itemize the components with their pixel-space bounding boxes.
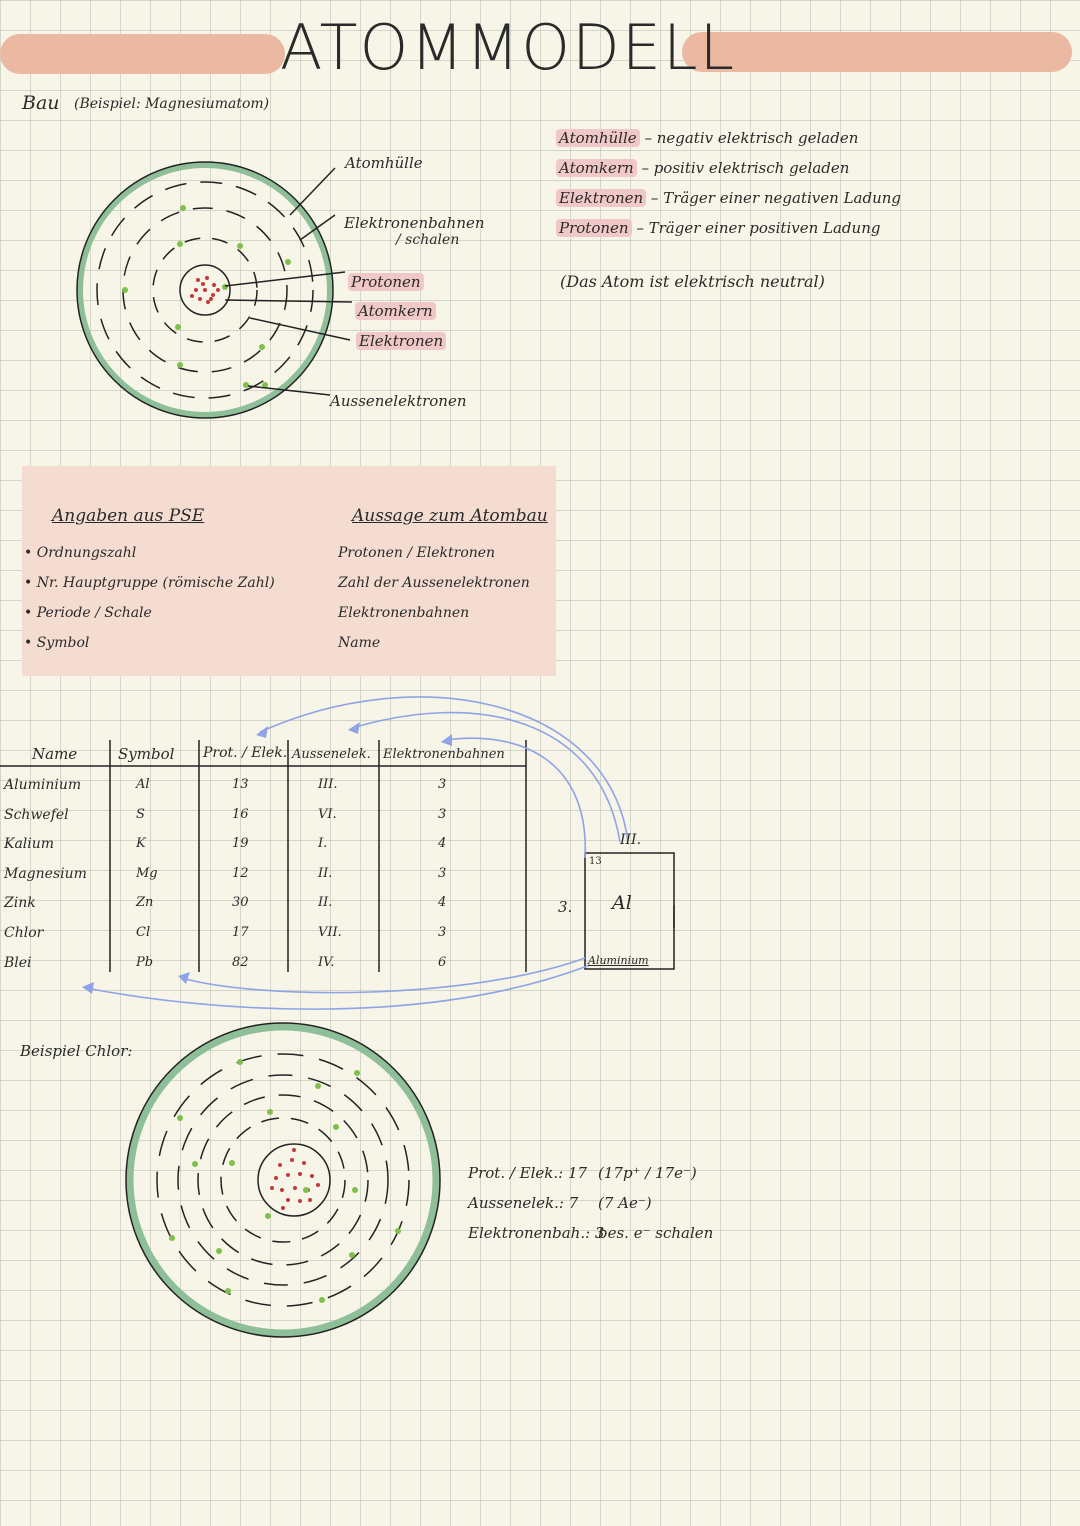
arrows: [86, 697, 628, 1009]
chlor-line: Aussenelek.: 7 (7 Ae⁻): [468, 1194, 652, 1212]
cell-bahnen: 3: [438, 925, 447, 940]
cell-prot-elek: 30: [232, 895, 249, 911]
cell-bahnen: 4: [438, 836, 447, 852]
cell-aussenelek: VII.: [318, 925, 342, 940]
cell-prot-elek: 12: [232, 865, 249, 881]
chlor-line: Prot. / Elek.: 17 (17p⁺ / 17e⁻): [468, 1164, 697, 1182]
cell-bahnen: 3: [438, 777, 447, 792]
cell-symbol: K: [136, 836, 146, 852]
card-symbol: Al: [612, 892, 632, 914]
cell-name: Schwefel: [4, 806, 69, 823]
definition-item: Elektronen – Träger einer negativen Ladung: [556, 183, 901, 213]
cell-symbol: Cl: [136, 925, 151, 940]
cell-symbol: Pb: [136, 954, 154, 970]
definition-item: Atomhülle – negativ elektrisch geladen: [556, 123, 901, 153]
definition-list: [556, 123, 901, 243]
pse-right-item: Zahl der Aussenelektronen: [338, 575, 530, 591]
card-period: 3.: [558, 898, 573, 916]
card-number: 13: [589, 856, 602, 867]
table-header-bahnen: Elektronenbahnen: [383, 747, 505, 762]
cell-name: Magnesium: [4, 865, 87, 882]
bau-label: Bau: [22, 92, 60, 114]
chlor-label: Beispiel Chlor:: [20, 1042, 133, 1060]
label-protonen: Protonen: [348, 273, 424, 291]
cell-symbol: Zn: [136, 895, 154, 911]
pse-left-list: [24, 538, 275, 658]
cell-bahnen: 6: [438, 954, 447, 970]
cell-prot-elek: 16: [232, 806, 249, 822]
pse-left-header: Angaben aus PSE: [52, 506, 205, 526]
cell-symbol: Al: [136, 777, 150, 792]
cell-prot-elek: 82: [232, 954, 249, 970]
cell-prot-elek: 19: [232, 836, 249, 852]
cell-prot-elek: 13: [232, 777, 249, 792]
label-atomkern: Atomkern: [355, 302, 436, 320]
label-aussenelektronen: Aussenelektronen: [330, 392, 467, 410]
pse-left-item: • Ordnungszahl: [24, 545, 137, 561]
pse-right-header: Aussage zum Atombau: [352, 506, 548, 526]
cell-bahnen: 3: [438, 806, 447, 822]
cell-name: Aluminium: [4, 777, 82, 793]
page-title: ATOMMODELL: [280, 11, 737, 84]
pse-left-item: • Symbol: [24, 635, 90, 651]
cell-symbol: S: [136, 806, 145, 822]
definition-item: Atomkern – positiv elektrisch geladen: [556, 153, 901, 183]
definition-item: Protonen – Träger einer positiven Ladung: [556, 213, 901, 243]
bau-example: (Beispiel: Magnesiumatom): [74, 96, 270, 112]
cell-aussenelek: VI.: [318, 806, 337, 822]
label-elektronenbahnen: Elektronenbahnen: [344, 214, 485, 232]
chlor-nucleus: [258, 1144, 330, 1216]
cell-bahnen: 3: [438, 865, 447, 881]
cell-aussenelek: III.: [318, 777, 338, 792]
table-header-aussen: Aussenelek.: [292, 747, 371, 762]
cell-aussenelek: I.: [318, 836, 328, 852]
pse-right-item: Protonen / Elektronen: [338, 545, 496, 561]
table-grid: [0, 740, 526, 972]
table-header-symbol: Symbol: [118, 745, 175, 763]
cell-name: Kalium: [4, 836, 55, 853]
pse-right-item: Name: [338, 635, 381, 651]
cell-name: Zink: [4, 895, 36, 912]
chlor-info: [468, 1158, 713, 1248]
cell-symbol: Mg: [136, 865, 158, 881]
cell-bahnen: 4: [438, 895, 447, 911]
label-schalen: / schalen: [396, 232, 460, 248]
pse-left-item: • Periode / Schale: [24, 605, 152, 621]
cell-aussenelek: IV.: [318, 954, 335, 970]
pse-left-item: • Nr. Hauptgruppe (römische Zahl): [24, 575, 275, 591]
cell-prot-elek: 17: [232, 925, 249, 940]
label-atomhuelle: Atomhülle: [345, 154, 423, 172]
pse-right-item: Elektronenbahnen: [338, 605, 470, 621]
cell-name: Chlor: [4, 925, 44, 941]
table-header-prot: Prot. / Elek.: [203, 745, 288, 761]
card-name: Aluminium: [588, 954, 649, 967]
label-elektronen: Elektronen: [356, 332, 446, 350]
chlor-line: Elektronenbah.: 3bes. e⁻ schalen: [468, 1224, 714, 1242]
card-group: III.: [620, 832, 642, 848]
cell-name: Blei: [4, 954, 32, 971]
cell-aussenelek: II.: [318, 895, 333, 911]
cell-aussenelek: II.: [318, 865, 333, 881]
neutral-note: (Das Atom ist elektrisch neutral): [560, 272, 825, 291]
table-header-name: Name: [32, 745, 78, 763]
pse-right-list: [338, 538, 530, 658]
